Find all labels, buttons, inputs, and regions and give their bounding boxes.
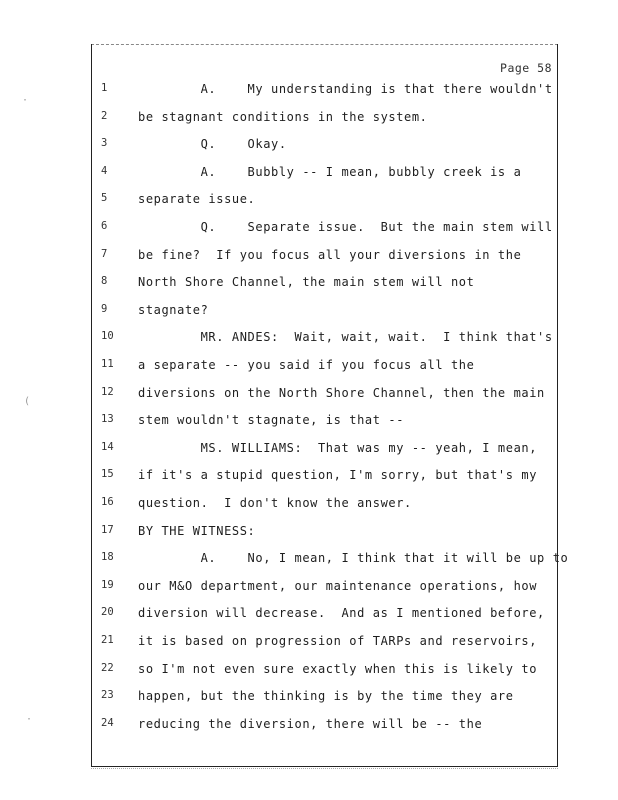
line-number: 16 — [101, 496, 114, 508]
bottom-scan-noise — [91, 768, 558, 769]
transcript-line — [0, 413, 618, 433]
scan-speck: · — [26, 714, 33, 725]
line-text: be stagnant conditions in the system. — [138, 109, 428, 124]
line-text: be fine? If you focus all your diversions in the — [138, 247, 522, 262]
line-text: it is based on progression of TARPs and reservoirs, — [138, 634, 538, 648]
scan-speck: ( — [24, 396, 31, 407]
line-number: 21 — [101, 634, 114, 646]
transcript-line — [0, 358, 618, 378]
transcript-line — [0, 551, 618, 571]
transcript-line — [0, 689, 618, 709]
line-number: 15 — [101, 468, 114, 481]
line-number: 20 — [101, 606, 114, 619]
line-text: Q. Separate issue. But the main stem will — [138, 220, 553, 234]
line-text: a separate -- you said if you focus all the — [138, 358, 475, 372]
line-text: MS. WILLIAMS: That was my -- yeah, I mean, — [138, 440, 538, 455]
transcript-line — [0, 468, 618, 488]
line-number: 2 — [101, 109, 108, 122]
line-number: 24 — [101, 716, 114, 729]
line-text: so I'm not even sure exactly when this is likely to — [138, 661, 538, 676]
line-text: A. My understanding is that there wouldn't — [138, 82, 553, 96]
transcript-line — [0, 137, 618, 157]
transcript-line — [0, 110, 618, 130]
transcript-line — [0, 192, 618, 212]
line-number: 18 — [101, 551, 114, 564]
line-text: diversion will decrease. And as I mentioned before, — [138, 606, 545, 621]
transcript-line — [0, 496, 618, 516]
line-number: 23 — [101, 689, 114, 702]
line-number: 5 — [101, 192, 108, 205]
line-text: MR. ANDES: Wait, wait, wait. I think that's — [138, 330, 553, 345]
transcript-line — [0, 634, 618, 654]
line-number: 14 — [101, 440, 114, 453]
line-text: happen, but the thinking is by the time they are — [138, 689, 514, 704]
line-text: our M&O department, our maintenance operations, how — [138, 578, 538, 593]
line-number: 3 — [101, 137, 108, 150]
line-number: 12 — [101, 385, 114, 398]
transcript-line — [0, 441, 618, 461]
transcript-line — [0, 220, 618, 240]
line-text: BY THE WITNESS: — [138, 523, 256, 538]
line-text: stem wouldn't stagnate, is that -- — [138, 413, 405, 428]
line-text: separate issue. — [138, 192, 256, 207]
scan-speck: · — [22, 95, 29, 106]
line-number: 1 — [101, 82, 108, 94]
line-number: 11 — [101, 358, 114, 370]
line-text: North Shore Channel, the main stem will not — [138, 275, 475, 290]
line-number: 17 — [101, 523, 114, 536]
line-text: A. No, I mean, I think that it will be up to — [138, 551, 569, 566]
line-number: 7 — [101, 247, 108, 260]
line-number: 4 — [101, 164, 108, 177]
transcript-line — [0, 275, 618, 295]
line-number: 6 — [101, 220, 108, 232]
line-text: diversions on the North Shore Channel, then the main — [138, 385, 545, 400]
line-text: question. I don't know the answer. — [138, 496, 412, 510]
line-number: 9 — [101, 302, 108, 315]
line-number: 19 — [101, 578, 114, 591]
transcript-line — [0, 717, 618, 737]
transcript-line — [0, 303, 618, 323]
line-text: Q. Okay. — [138, 137, 287, 152]
transcript-line — [0, 248, 618, 268]
line-number: 13 — [101, 413, 114, 426]
line-text: if it's a stupid question, I'm sorry, but that's my — [138, 468, 538, 483]
line-text: stagnate? — [138, 302, 209, 317]
line-text: A. Bubbly -- I mean, bubbly creek is a — [138, 164, 522, 179]
line-number: 22 — [101, 661, 114, 674]
transcript-line — [0, 330, 618, 350]
transcript-line — [0, 165, 618, 185]
transcript-line — [0, 579, 618, 599]
transcript-line — [0, 606, 618, 626]
transcript-line — [0, 82, 618, 102]
line-number: 10 — [101, 330, 114, 343]
transcript-line — [0, 662, 618, 682]
line-number: 8 — [101, 275, 108, 288]
transcript-line — [0, 524, 618, 544]
page-number: Page 58 — [500, 61, 552, 75]
transcript-line — [0, 386, 618, 406]
line-text: reducing the diversion, there will be -- the — [138, 716, 483, 731]
